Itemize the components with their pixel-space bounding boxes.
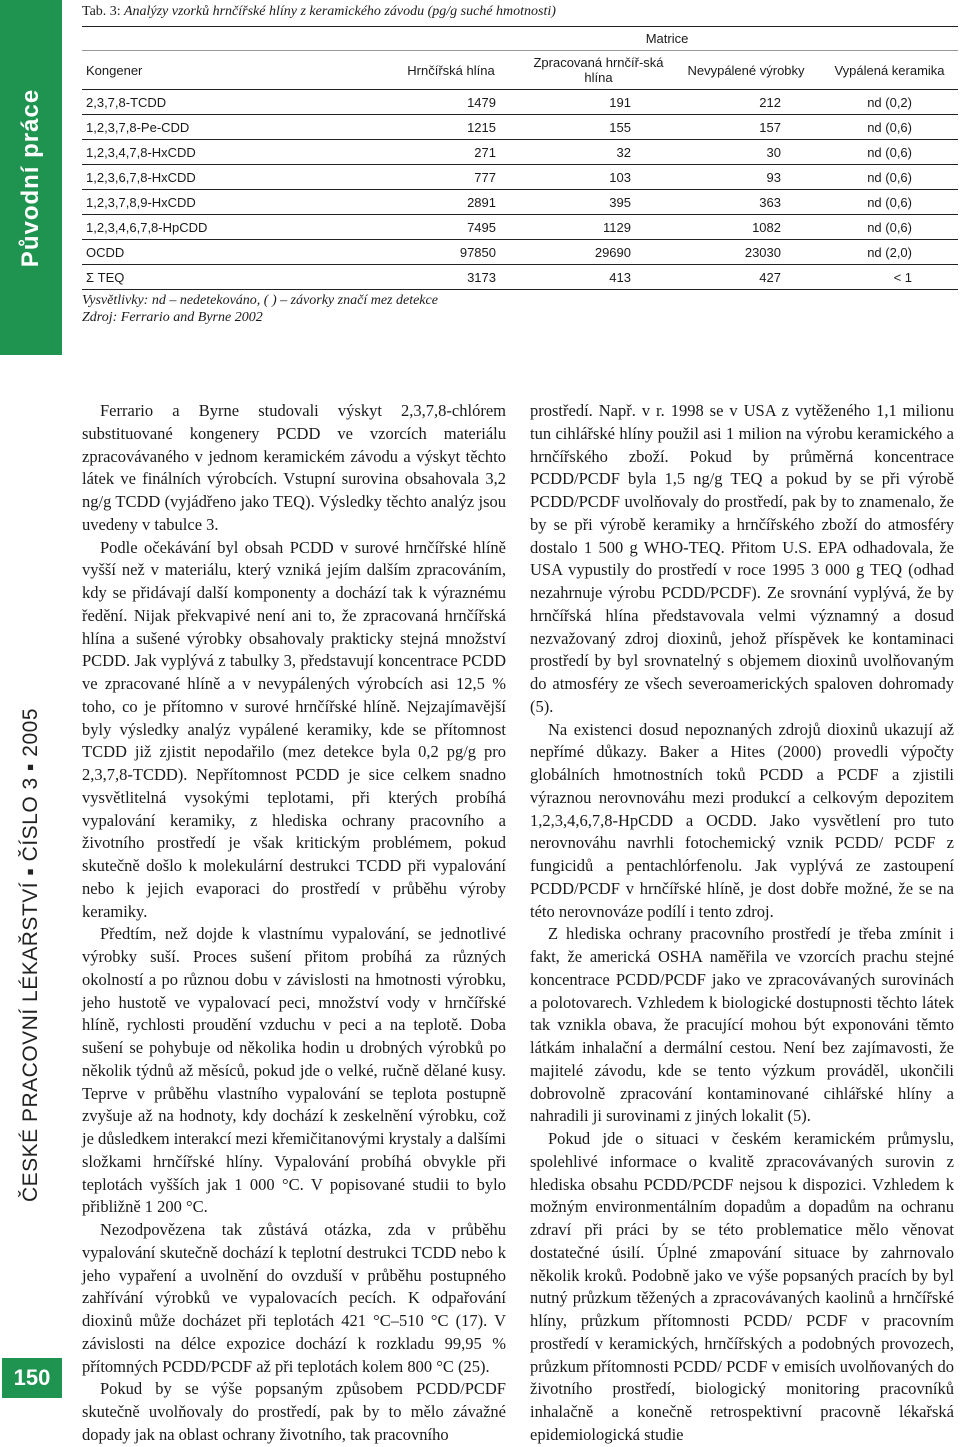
col-header: Hrnčířská hlína (407, 62, 495, 78)
value-cell: 1215 (467, 119, 496, 135)
table-caption-text: Analýzy vzorků hrnčířské hlíny z keramického závodu (pg/g suché hmotnosti) (123, 4, 556, 19)
table-row (82, 90, 958, 115)
text-column-right (530, 400, 954, 1447)
congener-cell: 1,2,3,4,7,8-HxCDD (86, 144, 196, 160)
value-cell: 777 (474, 169, 496, 185)
value-cell: 1479 (467, 94, 496, 110)
col-header: Nevypálené výrobky (687, 62, 805, 78)
journal-title: ČESKÉ PRACOVNÍ LÉKAŘSTVÍ ▪ ČÍSLO 3 ▪ 2005 (19, 707, 42, 1203)
value-cell: nd (0,6) (867, 119, 912, 135)
section-title: Původní práce (17, 88, 44, 268)
congener-cell: 2,3,7,8-TCDD (86, 94, 167, 110)
data-table (82, 26, 958, 290)
col-header: Zpracovaná hrnčíř-ská hlína (533, 55, 664, 85)
table-row (82, 240, 958, 265)
value-cell: 7495 (467, 219, 496, 235)
value-cell: 413 (609, 269, 631, 285)
value-cell: < 1 (893, 269, 912, 285)
value-cell: 363 (759, 194, 781, 210)
matrix-label: Matrice (645, 31, 689, 46)
value-cell: 3173 (467, 269, 496, 285)
value-cell: nd (2,0) (867, 244, 912, 260)
paragraph: Předtím, než dojde k vlastnímu vypalování, se jednotlivé výrobky suší. Proces sušení přitom probíhá za různých okolností a po různou dobu v závislosti na hmotnosti výrobku, jeho hustotě ve vypalovací peci, množství vody v hrnčířské hlíně, rychlosti proudění vzduchu v peci a na teplotě. Doba sušení se pohybuje od několika hodin u drobných výrobků po několik týdnů až měsíců, pokud jde o velké, ručně dělané kusy. Teprve v průběhu vlastního vypalování se teplota postupně zvyšuje až na hodnoty, kdy dochází k zeskelnění výrobku, což je důsledkem interakcí mezi křemičitanovými krystaly a dalšími složkami hrnčířské hlíny. Vypalování probíhá obvykle při teplotách vyšších jak 1 000 °C. V popisované studii to bylo přibližně 1 200 °C. (82, 924, 506, 1217)
value-cell: 97850 (459, 244, 496, 260)
table-row (82, 190, 958, 215)
table-caption-label: Tab. 3: (82, 4, 121, 19)
value-cell: 1129 (603, 219, 631, 235)
congener-cell: 1,2,3,4,6,7,8-HpCDD (86, 219, 208, 235)
page-number: 150 (2, 1358, 62, 1398)
value-cell: 157 (759, 119, 781, 135)
congener-cell: 1,2,3,6,7,8-HxCDD (86, 169, 196, 185)
value-cell: 191 (609, 94, 631, 110)
value-cell: 212 (759, 94, 781, 110)
value-cell: nd (0,2) (867, 94, 912, 110)
table-source: Zdroj: Ferrario and Byrne 2002 (82, 310, 263, 325)
value-cell: 30 (766, 144, 781, 160)
paragraph: Podle očekávání byl obsah PCDD v surové hrnčířské hlíně vyšší než v materiálu, který vzniká jejím dalším zpracováním, kdy se přidávají další komponenty a dochází tak k výraznému ředění. Nijak překvapivé není ani to, že zpracovaná hrnčířská hlína a sušené výrobky obsahovaly prakticky stejná množství PCDD. Jak vyplývá z tabulky 3, představují koncentrace PCDD ve zpracované hlíně a v nevypálených výrobcích asi 12,5 % toho, co je přítomno v surové hrnčířské hlíně. Nejzajímavější byly výsledky analýz vypálené keramiky, kde se přítomnost TCDD již zjistit nepodařilo (mez detekce byla 0,2 pg/g pro 2,3,7,8-TCDD). Nepřítomnost PCDD je sice celkem snadno vysvětlitelná vysokými teplotami, při kterých probíhá vypalování keramiky, z hlediska ochrany pracovního a životního prostředí je však kritickým problémem, pokud skutečně došlo k molekulární destrukci TCDD při vypalování nebo k jejich evaporaci do prostředí v průběhu výroby keramiky. (82, 537, 506, 921)
paragraph: prostředí. Např. v r. 1998 se v USA z vytěženého 1,1 milionu tun cihlářské hlíny použil asi 1 milion na výrobu keramického a hrnčířského zboží. Pokud by průměrná koncentrace PCDD/PCDF byla 1,5 ng/g TEQ a pokud by se při výrobě PCDD/PCDF uvolňovaly do prostředí, pak by to znamenalo, že by se při výrobě keramiky a hrnčířského zboží do atmosféry dostalo 1 500 g WHO-TEQ. Přitom U.S. EPA odhadovala, že USA vypustily do prostředí v roce 1995 3 000 g TEQ (odhad nezahrnuje výrobu PCDD/PCDF). Ze srovnání vyplývá, že by hrnčířská hlína představovala velmi významný a dosud nezvažovaný zdroj dioxinů, jehož příspěvek ke kontaminaci prostředí by byl srovnatelný s objemem dioxinů uvolňovaným do atmosféry ze všech severoamerických spaloven dohromady (5). (530, 401, 954, 716)
value-cell: 23030 (744, 244, 781, 260)
value-cell: nd (0,6) (867, 219, 912, 235)
paragraph: Nezodpovězena tak zůstává otázka, zda v průběhu vypalování skutečně dochází k teplotní destrukci TCDD nebo k jeho vypaření a uvolnění do ovzduší v průběhu postupného zahřívání výrobků ve vypalovacích pecích. K odpařování dioxinů může docházet při teplotách 421 °C–510 °C (17). V závislosti na délce expozice dochází k rozkladu 99,95 % přítomných PCDD/PCDF až při teplotách kolem 800 °C (25). (82, 1220, 506, 1376)
value-cell: 427 (759, 269, 781, 285)
value-cell: 29690 (594, 244, 631, 260)
table-row (82, 265, 958, 290)
value-cell: nd (0,6) (867, 144, 912, 160)
paragraph: Pokud jde o situaci v českém keramickém průmyslu, spolehlivé informace o kvalitě zpracovávaných surovin z hlediska obsahu PCDD/PCDF nejsou k dispozici. Vzhledem k možným environmentálním dopadům a dopadům na ochranu zdraví při práci by se této problematice mělo věnovat dostatečné úsilí. Úplné zmapování situace by zahrnovalo několik kroků. Podobně jako ve výše popsaných pracích by byl nutný průzkum těžených a zpracovávaných kaolinů a hrnčířské hlíny, průzkum přítomnosti PCDD/ PCDF v pracovním prostředí v keramických, hrnčířských a podobných provozech, průzkum přítomnosti PCDD/ PCDF v emisích uvolňovaných do životního prostředí, biologický monitoring pracovníků inhalačně a konečně retrospektivní pracovně lékařská epidemiologická studie (530, 1129, 954, 1444)
value-cell: 32 (616, 144, 631, 160)
congener-cell: 1,2,3,7,8,9-HxCDD (86, 194, 196, 210)
text-column-left (82, 400, 506, 1447)
table-body (82, 90, 958, 290)
congener-cell: OCDD (86, 244, 125, 260)
value-cell: 1082 (752, 219, 781, 235)
paragraph: Ferrario a Byrne studovali výskyt 2,3,7,8-chlórem substituované kongenery PCDD ve vzorcích materiálu zpracovávaného v jednom keramickém závodu a výskyt těchto látek ve finálních výrobcích. Vstupní surovina obsahovala 3,2 ng/g TCDD (vyjádřeno jako TEQ). Výsledky těchto analýz jsou uvedeny v tabulce 3. (82, 401, 506, 534)
table-row (82, 115, 958, 140)
table-note: Vysvětlivky: nd – nedetekováno, ( ) – závorky značí mez detekce (82, 293, 438, 308)
paragraph: Pokud by se výše popsaným způsobem PCDD/PCDF skutečně uvolňovaly do prostředí, pak by to mělo závažné dopady jak na oblast ochrany životního, tak pracovního (82, 1379, 506, 1444)
col-header: Kongener (86, 62, 143, 78)
value-cell: nd (0,6) (867, 194, 912, 210)
value-cell: 155 (609, 119, 631, 135)
table-row (82, 140, 958, 165)
col-header: Vypálená keramika (834, 62, 945, 78)
congener-cell: Σ TEQ (86, 269, 125, 285)
congener-cell: 1,2,3,7,8-Pe-CDD (86, 119, 190, 135)
table-header-row (82, 51, 958, 90)
table-row (82, 165, 958, 190)
table-caption (82, 4, 556, 20)
value-cell: 93 (766, 169, 781, 185)
sidebar (0, 0, 62, 1408)
value-cell: nd (0,6) (867, 169, 912, 185)
paragraph: Z hlediska ochrany pracovního prostředí je třeba zmínit i fakt, že americká OSHA naměřila ve vzorcích prachu stejné koncentrace PCDD/PCDF jako ve zpracovávaných surovinách a polotovarech. Vzhledem k biologické dostupnosti těchto látek tak vznikla obava, že pracující mohou být exponováni těmto látkám inhalační a dermální cestou. Není bez zajímavosti, že majitelé závodu, kde se tento výzkum prováděl, ukončili dobrovolně zpracování kontaminované cihlářské hlíny a nahradili ji surovinami z jiných lokalit (5). (530, 924, 954, 1126)
value-cell: 2891 (467, 194, 496, 210)
table-row (82, 215, 958, 240)
value-cell: 395 (609, 194, 631, 210)
value-cell: 103 (609, 169, 631, 185)
table-matrix-row (82, 26, 958, 51)
table-notes (82, 292, 438, 326)
paragraph: Na existenci dosud nepoznaných zdrojů dioxinů ukazují až nepřímé důkazy. Baker a Hites (2000) provedli výpočty globálních hmotnostních toků PCDD a PCDF a zjistili výraznou nerovnováhu mezi produkcí a celkovým depozitem 1,2,3,4,6,7,8-HpCDD a OCDD. Jako vysvětlení pro tuto nerovnováhu navrhli fotochemický vznik PCDD/ PCDF z fungicidů a pentachlórfenolu. Jak vyplývá ze zastoupení PCDD/PCDF v hrnčířské hlíně, je dost dobře možné, že se na této nerovnováze podílí i tento zdroj. (530, 719, 954, 921)
value-cell: 271 (474, 144, 496, 160)
